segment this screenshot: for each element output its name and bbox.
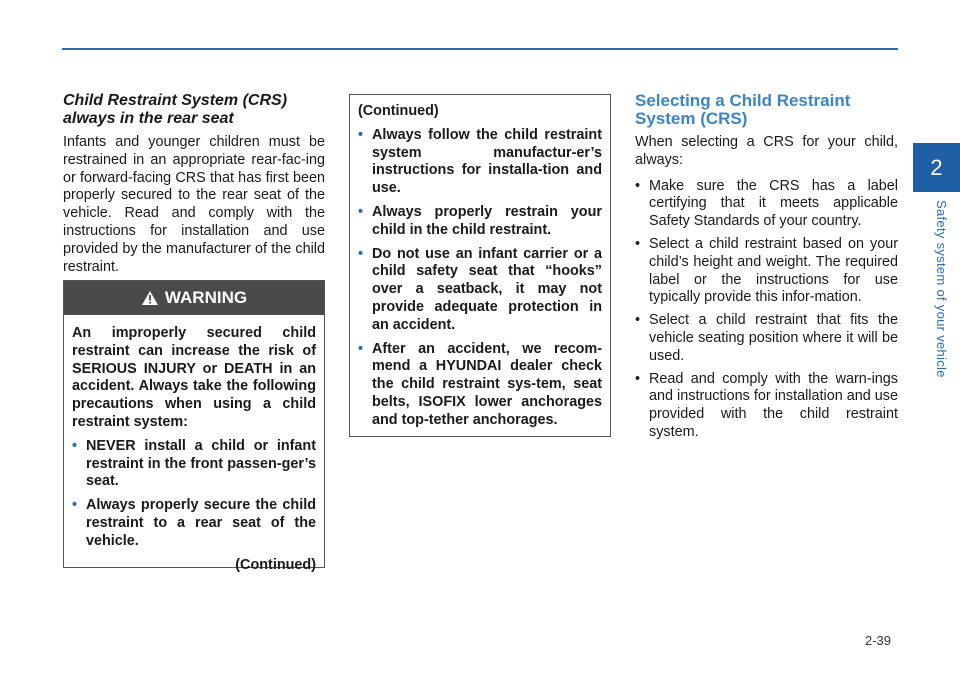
bullet-dot-icon: • [635,312,641,329]
warning-header [64,281,324,315]
continued-title: (Continued) [358,103,439,119]
list-item: • Always properly restrain your child in the child restraint. [358,203,602,238]
list-item: • Select a child restraint that fits the vehicle seating position where it will be used. [635,312,898,364]
bullet-dot-icon: • [72,437,78,454]
list-item: • NEVER install a child or infant restraint in the front passen-ger’s seat. [72,437,316,490]
chapter-title: Safety system of your vehicle [934,200,949,378]
bullet-dot-icon: • [358,340,364,357]
list-item: • Select a child restraint based on your child’s height and weight. The required label or the instructions for use typically provide this infor-mation. [635,235,898,306]
selecting-crs-heading: Selecting a Child Restraint System (CRS) [635,91,851,128]
bullet-dot-icon: • [358,203,364,220]
warning-label: WARNING [164,288,248,307]
crs-body-text: Infants and younger children must be restrained in an appropriate rear-fac-ing or forward-facing CRS that has first been properly secured to the rear seat of the vehicle. Read and comply with the instructions for installation and use provided by the manufacturer of the child restraint. [63,134,325,275]
list-item: • After an accident, we recom-mend a HYUNDAI dealer check the child restraint sys-tem, seat belts, ISOFIX lower anchorages and top-tether anchorages. [358,340,602,428]
bullet-dot-icon: • [635,177,641,194]
list-item: • Make sure the CRS has a label certifying that it meets applicable Safety Standards of your country. [635,177,898,230]
page-number: 2-39 [865,633,892,648]
top-rule [62,48,898,50]
bullet-dot-icon: • [635,370,641,387]
warning-bullets [72,438,316,551]
right-column [635,92,898,447]
warning-box [63,280,325,573]
selecting-crs-bullets [635,178,898,442]
selecting-crs-intro: When selecting a CRS for your child, always: [635,134,898,168]
list-item: • Do not use an infant carrier or a child safety seat that “hooks” over a seatback, it may not provide adequate protection in an accident. [358,245,602,333]
left-column [63,92,325,276]
bullet-dot-icon: • [72,497,78,514]
warning-continued: (Continued) [235,556,316,573]
list-item: • Always properly secure the child restraint to a rear seat of the vehicle. [72,497,316,549]
warning-intro: An improperly secured child restraint can increase the risk of SERIOUS INJURY or DEATH in an accident. Always take the following precautions when using a child restraint system: [72,325,316,430]
list-item: • Always follow the child restraint system manufactur-er’s instructions for installa-tion and use. [358,126,602,197]
chapter-number: 2 [930,154,943,180]
continued-box [349,94,611,437]
warning-triangle-icon [141,290,159,306]
bullet-dot-icon: • [358,245,364,262]
chapter-tab [913,143,960,192]
bullet-dot-icon: • [358,126,364,143]
bullet-dot-icon: • [635,235,641,252]
crs-subheading: Child Restraint System (CRS) always in the rear seat [63,92,288,127]
list-item: • Read and comply with the warn-ings and instructions for installation and use provided with the child restraint system. [635,370,898,440]
continued-bullets [358,127,602,430]
